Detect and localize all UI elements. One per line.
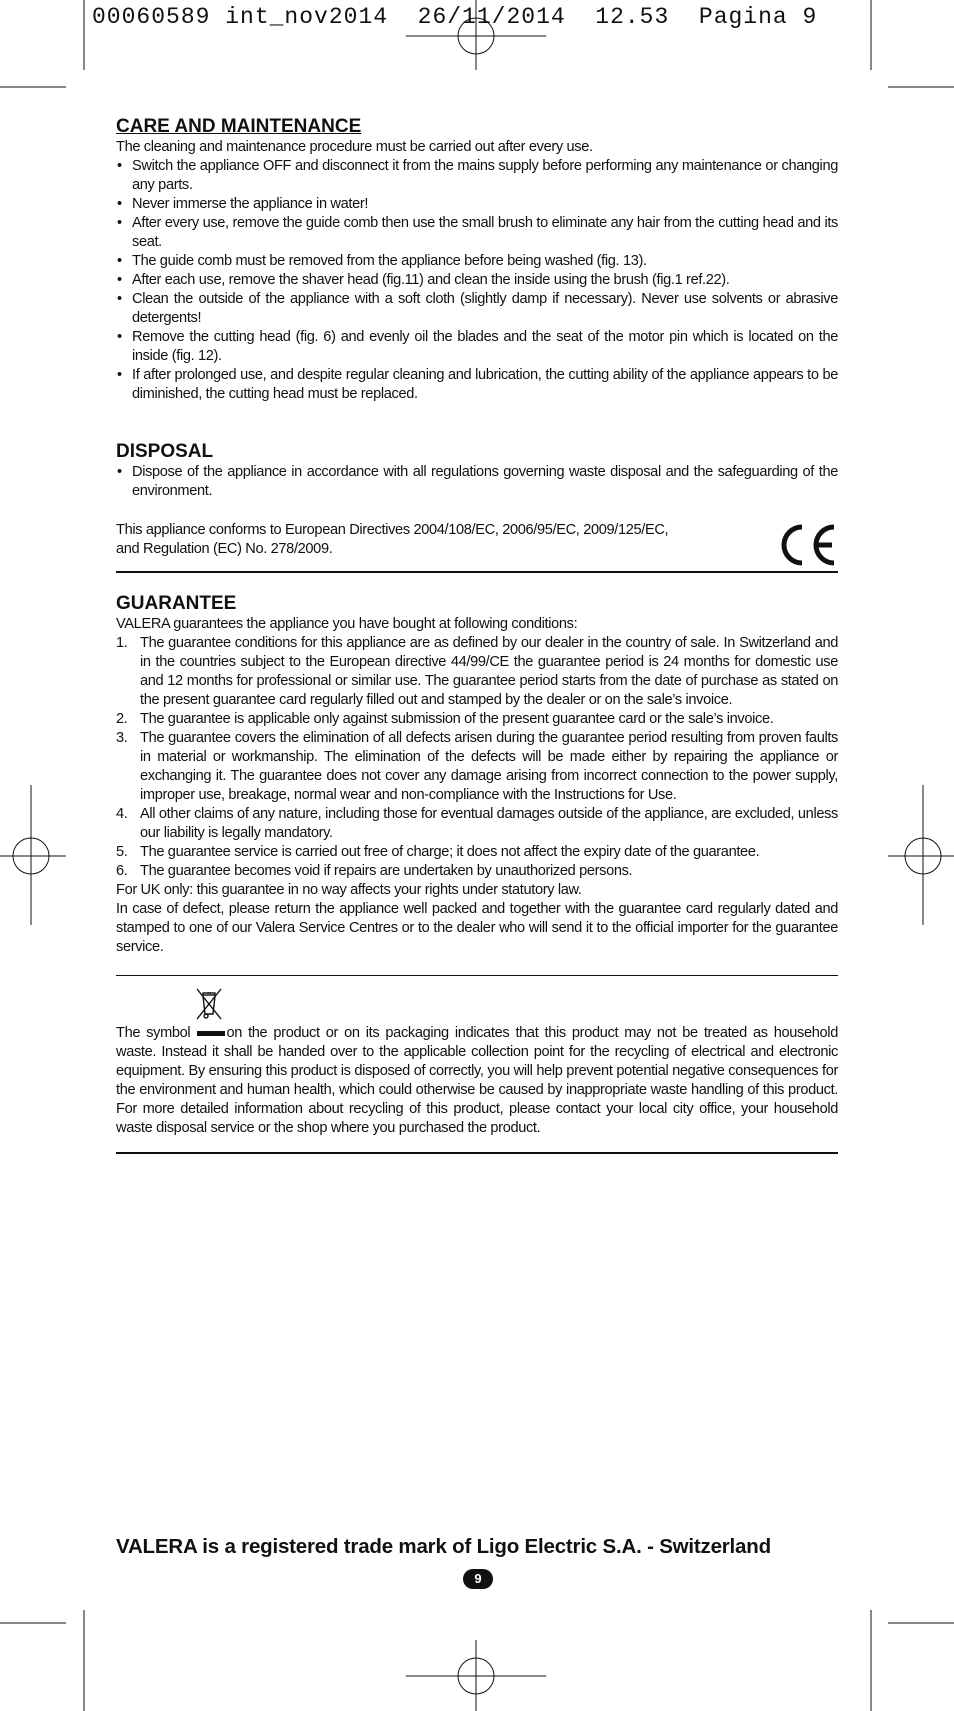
guarantee-section (116, 593, 838, 957)
print-slug: 00060589 int_nov2014 26/11/2014 12.53 Pagina 9 (92, 4, 818, 30)
ce-mark-icon (778, 523, 838, 567)
list-text: The guarantee becomes void if repairs are undertaken by unauthorized persons. (140, 863, 633, 879)
list-item (116, 634, 838, 710)
list-item: • The guide comb must be removed from the appliance before being washed (fig. 13). (116, 252, 838, 271)
registration-mark-left (0, 785, 66, 925)
directives-text: This appliance conforms to European Directives 2004/108/EC, 2006/95/EC, 2009/125/EC, and Regulation (EC) No. 278/2009. (116, 522, 669, 557)
list-item: • If after prolonged use, and despite regular cleaning and lubrication, the cutting ability of the appliance appears to be diminished, the cutting head must be replaced. (116, 366, 838, 404)
list-number: 2. (116, 711, 128, 727)
page-content (116, 116, 838, 1154)
uk-note: For UK only: this guarantee in no way affects your rights under statutory law. (116, 882, 582, 898)
list-item (116, 729, 838, 805)
registration-mark-top (406, 0, 546, 70)
list-number: 5. (116, 844, 128, 860)
list-text: The guarantee covers the elimination of all defects arisen during the guarantee period resulting from proven faults in material or workmanship. The elimination of the defects will be made either by repairing the appliance or exchanging it. The guarantee does not cover any damage arising from incorrect connection to the power supply, improper use, breakage, normal wear and non-compliance with the Instructions for Use. (140, 730, 838, 803)
list-text: All other claims of any nature, including those for eventual damages outside of the appliance, are excluded, unless our liability is legally mandatory. (140, 806, 838, 841)
care-heading: CARE AND MAINTENANCE (116, 116, 362, 137)
care-intro: The cleaning and maintenance procedure must be carried out after every use. (116, 139, 593, 155)
weee-text-after: on the product or on its packaging indicates that this product may not be treated as household waste. Instead it shall be handed over to the applicable collection point for the recycling of electrical and electronic equipment. By ensuring this product is disposed of correctly, you will help prevent potential negative consequences for the environment and human health, which could otherwise be caused by inappropriate waste handling of this product. For more detailed information about recycling of this product, please contact your local city office, your household waste disposal service or the shop where you purchased the product. (116, 1025, 838, 1136)
list-item: • After each use, remove the shaver head (fig.11) and clean the inside using the brush (fig.1 ref.22). (116, 271, 838, 290)
list-text: The guarantee is applicable only against submission of the present guarantee card or the sale’s invoice. (140, 711, 774, 727)
care-section (116, 116, 838, 404)
weee-bar-icon (197, 1031, 225, 1036)
list-number: 1. (116, 635, 128, 651)
weee-text-before: The symbol (116, 1025, 191, 1041)
list-number: 4. (116, 806, 128, 822)
weee-text (116, 1024, 838, 1138)
list-item (116, 862, 838, 881)
list-item: • Dispose of the appliance in accordance with all regulations governing waste disposal and the safeguarding of the environment. (116, 463, 838, 501)
list-item: • Remove the cutting head (fig. 6) and evenly oil the blades and the seat of the motor pin which is located on the inside (fig. 12). (116, 328, 838, 366)
crossed-bin-icon (194, 986, 224, 1022)
list-item: • Never immerse the appliance in water! (116, 195, 838, 214)
list-number: 3. (116, 730, 128, 746)
list-item (116, 805, 838, 843)
disposal-section (116, 441, 838, 573)
disposal-heading: DISPOSAL (116, 441, 214, 462)
list-item: • Clean the outside of the appliance with a soft cloth (slightly damp if necessary). Never use solvents or abrasive detergents! (116, 290, 838, 328)
page-number-badge: 9 (463, 1569, 493, 1589)
list-item: • After every use, remove the guide comb then use the small brush to eliminate any hair from the cutting head and its seat. (116, 214, 838, 252)
trademark-notice: VALERA is a registered trade mark of Ligo Electric S.A. - Switzerland (116, 1535, 771, 1558)
list-text: The guarantee conditions for this appliance are as defined by our dealer in the country of sale. In Switzerland and in the countries subject to the European directive 44/99/CE the guarantee period is 24 months for domestic use and 12 months for professional or similar use. The guarantee period starts from the date of purchase as stated on the present guarantee card regularly filled out and stamped by the dealer or on the sale’s invoice. (140, 635, 838, 708)
directives-block (116, 521, 838, 573)
guarantee-heading: GUARANTEE (116, 593, 237, 614)
disposal-list (116, 463, 838, 501)
list-number: 6. (116, 863, 128, 879)
registration-mark-right (888, 785, 954, 925)
list-item: • Switch the appliance OFF and disconnect it from the mains supply before performing any maintenance or changing any parts. (116, 157, 838, 195)
list-text: The guarantee service is carried out free of charge; it does not affect the expiry date of the guarantee. (140, 844, 760, 860)
list-item (116, 843, 838, 862)
guarantee-list (116, 634, 838, 881)
weee-section (116, 975, 838, 1154)
guarantee-intro: VALERA guarantees the appliance you have bought at following conditions: (116, 616, 578, 632)
care-list (116, 157, 838, 404)
list-item (116, 710, 838, 729)
registration-mark-bottom (406, 1640, 546, 1711)
defect-note: In case of defect, please return the appliance well packed and together with the guarantee card regularly dated and stamped to one of our Valera Service Centres or to the dealer who will send it to the official importer for the guarantee service. (116, 901, 838, 955)
